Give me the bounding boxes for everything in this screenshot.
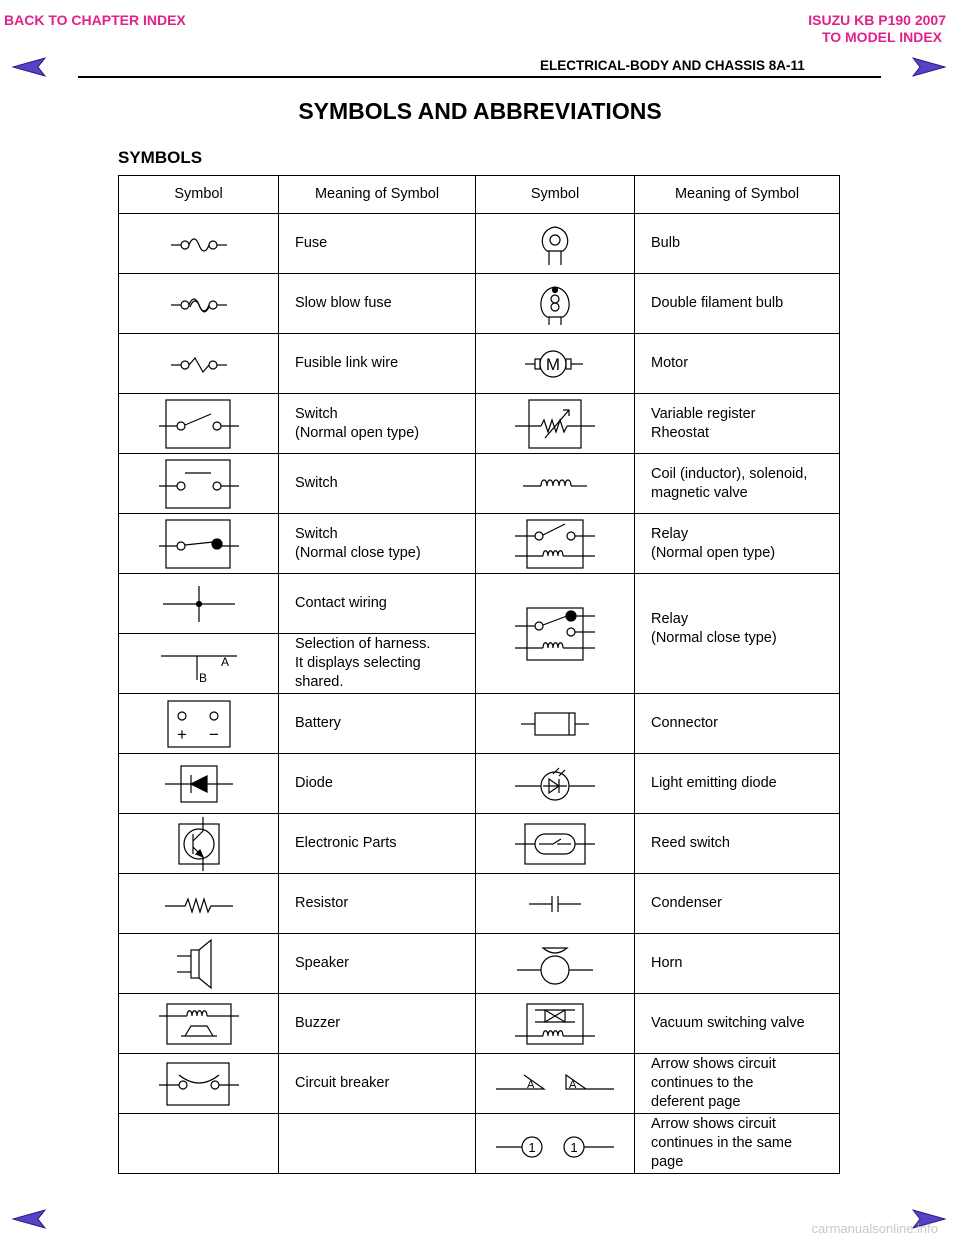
model-name-link[interactable]: ISUZU KB P190 2007 (808, 12, 946, 28)
meaning-cell (279, 1054, 476, 1114)
relay-closed-icon (515, 604, 595, 664)
meaning-text: Arrow shows circuit (651, 1056, 776, 1072)
meaning-cell (279, 454, 476, 514)
symbol-cell (119, 994, 279, 1054)
meaning-text: Buzzer (295, 1015, 341, 1031)
motor-icon (515, 346, 595, 382)
table-row (119, 514, 840, 574)
meaning-cell (279, 994, 476, 1054)
harness-label-b: B (198, 670, 207, 684)
meaning-text: Electronic Parts (295, 835, 397, 851)
meaning-text: continues to the (651, 1075, 754, 1091)
symbol-cell (476, 334, 635, 394)
meaning-text: shared. (295, 674, 344, 690)
next-page-arrow-icon[interactable] (912, 56, 946, 78)
symbol-cell (119, 394, 279, 454)
harness-label-a: A (220, 654, 229, 669)
meaning-cell (635, 994, 840, 1054)
meaning-cell (279, 574, 476, 634)
meaning-cell (635, 754, 840, 814)
meaning-text: deferent page (651, 1094, 741, 1110)
meaning-cell (279, 274, 476, 334)
symbol-cell (476, 214, 635, 274)
meaning-text: Switch (295, 525, 338, 542)
page-header: ELECTRICAL-BODY AND CHASSIS 8A-11 (540, 58, 805, 73)
meaning-text: Bulb (651, 235, 681, 251)
motor-letter: M (545, 354, 561, 374)
switch-closed-icon (159, 518, 239, 570)
table-row (119, 1114, 840, 1174)
meaning-text: Battery (295, 715, 341, 731)
slow-blow-fuse-icon (159, 292, 239, 316)
column-header: Symbol (476, 176, 635, 214)
meaning-cell (279, 814, 476, 874)
speaker-icon (169, 938, 229, 990)
meaning-cell (635, 514, 840, 574)
symbol-cell (119, 634, 279, 694)
meaning-text: Fusible link wire (295, 355, 399, 371)
prev-page-arrow-icon[interactable] (12, 56, 46, 78)
symbol-cell (476, 454, 635, 514)
meaning-cell (279, 634, 476, 694)
meaning-text: Switch (295, 475, 338, 491)
symbol-cell (119, 454, 279, 514)
meaning-cell (635, 694, 840, 754)
meaning-text: Fuse (295, 235, 328, 251)
meaning-text: Variable register (651, 405, 756, 422)
table-header-row (119, 176, 840, 214)
column-header: Meaning of Symbol (635, 176, 840, 214)
meaning-cell (279, 754, 476, 814)
symbol-cell (476, 754, 635, 814)
symbol-cell (119, 814, 279, 874)
column-header: Symbol (119, 176, 279, 214)
table-row (119, 754, 840, 814)
meaning-cell (635, 1054, 840, 1114)
table-row (119, 574, 840, 634)
meaning-text: Relay (651, 525, 689, 542)
arrow-number-start: 1 (528, 1139, 536, 1155)
harness-selection-icon (157, 644, 241, 684)
meaning-text: continues in the same (651, 1135, 793, 1151)
meaning-cell (279, 694, 476, 754)
section-title: SYMBOLS (118, 148, 203, 167)
meaning-text: Motor (651, 355, 689, 371)
symbol-cell (119, 754, 279, 814)
meaning-text: (Normal close type) (295, 544, 421, 561)
arrow-same-page-icon (490, 1127, 620, 1161)
meaning-cell (635, 934, 840, 994)
meaning-text: magnetic valve (651, 484, 748, 501)
meaning-cell (635, 334, 840, 394)
symbol-cell (476, 874, 635, 934)
meaning-text: Arrow shows circuit (651, 1116, 776, 1132)
diode-icon (159, 762, 239, 806)
coil-icon (515, 472, 595, 496)
table-row (119, 214, 840, 274)
symbol-cell (476, 574, 635, 694)
fusible-link-icon (159, 352, 239, 376)
table-row (119, 274, 840, 334)
condenser-icon (515, 892, 595, 916)
table-row (119, 394, 840, 454)
meaning-cell (279, 334, 476, 394)
vacuum-valve-icon (515, 1000, 595, 1048)
symbol-cell (476, 994, 635, 1054)
arrow-label-end: A (569, 1078, 577, 1091)
symbol-cell (476, 514, 635, 574)
footer-watermark: carmanualsonline.info (811, 1221, 938, 1236)
double-filament-bulb-icon (525, 281, 585, 327)
table-row (119, 1054, 840, 1114)
meaning-cell (635, 814, 840, 874)
meaning-cell (635, 874, 840, 934)
meaning-text: Contact wiring (295, 595, 387, 611)
symbol-cell (476, 694, 635, 754)
meaning-text: Coil (inductor), solenoid, (651, 465, 808, 482)
meaning-text: Speaker (295, 955, 350, 971)
meaning-cell (279, 514, 476, 574)
switch-open-icon (159, 398, 239, 450)
symbol-cell (119, 514, 279, 574)
connector-icon (515, 707, 595, 741)
meaning-cell (635, 1114, 840, 1174)
meaning-text: Circuit breaker (295, 1075, 390, 1091)
meaning-text: Diode (295, 775, 333, 791)
symbol-cell (476, 934, 635, 994)
meaning-text: Rheostat (651, 424, 710, 441)
meaning-cell (635, 274, 840, 334)
switch-icon (159, 458, 239, 510)
meaning-cell (279, 394, 476, 454)
table-row (119, 874, 840, 934)
table-row (119, 454, 840, 514)
symbol-cell (476, 1114, 635, 1174)
meaning-text: (Normal open type) (651, 544, 776, 561)
table-row (119, 334, 840, 394)
symbol-cell (476, 394, 635, 454)
meaning-text: It displays selecting (295, 655, 421, 671)
symbol-cell (119, 694, 279, 754)
fuse-icon (159, 232, 239, 256)
symbol-cell (119, 574, 279, 634)
meaning-cell (279, 874, 476, 934)
table-row (119, 694, 840, 754)
meaning-text: Relay (651, 611, 689, 627)
transistor-icon (169, 817, 229, 871)
meaning-text: Double filament bulb (651, 295, 784, 311)
meaning-text: Selection of harness. (295, 636, 431, 652)
meaning-text: Connector (651, 715, 718, 731)
arrow-label-start: A (527, 1078, 535, 1091)
relay-open-icon (515, 518, 595, 570)
meaning-text: page (651, 1154, 684, 1170)
symbol-cell (119, 214, 279, 274)
meaning-cell (279, 934, 476, 994)
meaning-text: (Normal open type) (295, 424, 420, 441)
bulb-icon (525, 221, 585, 267)
meaning-text: Resistor (295, 895, 349, 911)
symbol-cell (119, 1114, 279, 1174)
resistor-icon (159, 892, 239, 916)
column-header: Meaning of Symbol (279, 176, 476, 214)
table-row (119, 994, 840, 1054)
meaning-text: Vacuum switching valve (651, 1015, 805, 1031)
buzzer-icon (159, 1000, 239, 1048)
contact-wiring-icon (159, 584, 239, 624)
horn-icon (513, 938, 597, 990)
meaning-cell (635, 394, 840, 454)
meaning-text: Reed switch (651, 835, 730, 851)
meaning-text: Light emitting diode (651, 775, 777, 791)
table-row (119, 934, 840, 994)
arrow-number-end: 1 (570, 1139, 578, 1155)
symbol-cell (119, 274, 279, 334)
table-row (119, 814, 840, 874)
battery-minus-label: − (208, 724, 219, 744)
battery-plus-label: + (176, 724, 187, 744)
symbol-cell (119, 874, 279, 934)
meaning-cell (635, 454, 840, 514)
symbol-cell (119, 1054, 279, 1114)
meaning-cell (635, 574, 840, 694)
to-model-index-link[interactable]: TO MODEL INDEX (821, 29, 942, 45)
meaning-text: Switch (295, 405, 338, 422)
meaning-text: Condenser (651, 895, 722, 911)
variable-resistor-icon (515, 398, 595, 450)
reed-switch-icon (513, 820, 597, 868)
led-icon (513, 764, 597, 804)
meaning-text: (Normal close type) (651, 630, 777, 646)
symbol-cell (476, 1054, 635, 1114)
circuit-breaker-icon (159, 1061, 239, 1107)
symbols-table (118, 175, 840, 1174)
meaning-text: Horn (651, 955, 683, 971)
symbol-cell (476, 274, 635, 334)
arrow-other-page-icon (490, 1067, 620, 1101)
page-title: SYMBOLS AND ABBREVIATIONS (298, 98, 662, 124)
symbol-cell (476, 814, 635, 874)
prev-page-arrow-bottom-icon[interactable] (12, 1208, 46, 1230)
battery-icon (164, 698, 234, 750)
meaning-text: Slow blow fuse (295, 295, 392, 311)
symbol-cell (119, 334, 279, 394)
symbol-cell (119, 934, 279, 994)
meaning-cell (279, 1114, 476, 1174)
meaning-cell (279, 214, 476, 274)
back-to-chapter-link[interactable]: BACK TO CHAPTER INDEX (4, 12, 186, 28)
meaning-cell (635, 214, 840, 274)
header-rule (78, 76, 881, 78)
